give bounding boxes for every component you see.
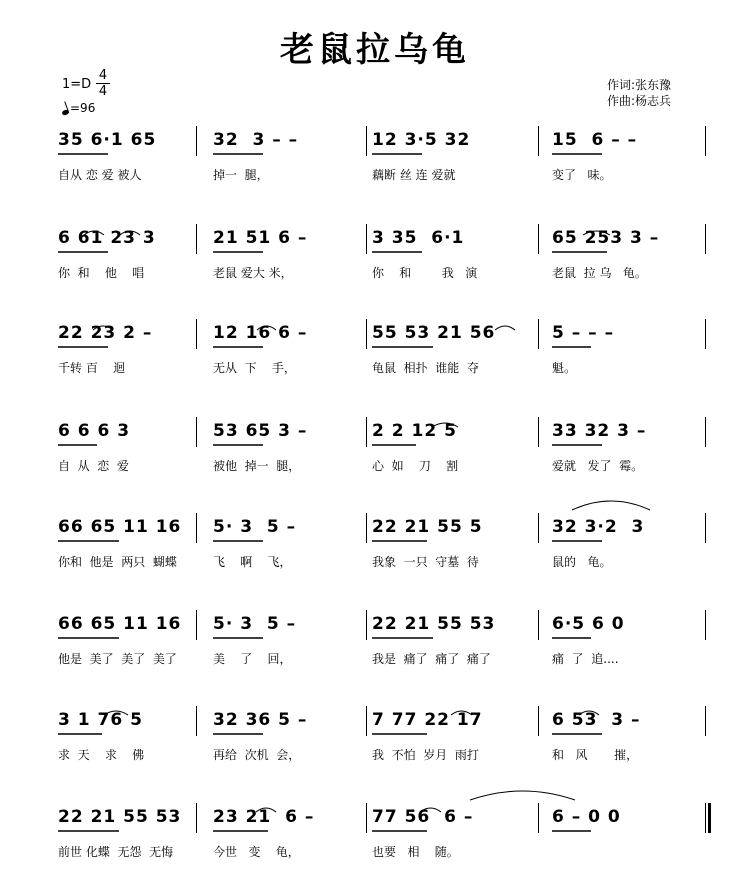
measure-notes: 12 3·5 32	[372, 130, 471, 150]
slur-arc	[120, 231, 140, 235]
measure-lyric: 藕断 丝 连 爱就	[372, 168, 456, 182]
measure-lyric: 痛 了 追....	[552, 652, 619, 666]
measure-lyric: 飞 啊 飞，	[213, 555, 292, 569]
measure-notes: 3 1 76 5	[58, 710, 143, 730]
measure-notes: 77 56 6 –	[372, 807, 474, 827]
measure-notes: 5· 3 5 –	[213, 517, 297, 537]
measure-lyric: 再给 次机 会，	[213, 748, 301, 762]
measure-notes: 5 – – –	[552, 323, 615, 343]
composer: 作曲:杨志兵	[607, 94, 672, 108]
measure-notes: 2 2 12 5	[372, 421, 457, 441]
measure-notes: 6 – 0 0	[552, 807, 621, 827]
measure-notes: 6 53 3 –	[552, 710, 641, 730]
slur-arc	[104, 711, 128, 715]
slur-arc	[572, 501, 650, 510]
slur-arc	[420, 808, 441, 812]
slur-arc	[93, 326, 113, 330]
measure-lyric: 和 风 摧，	[552, 748, 639, 762]
measure-notes: 6·5 6 0	[552, 614, 625, 634]
slur-arc	[470, 791, 575, 800]
measure-lyric: 我是 痛了 痛了 痛了	[372, 652, 491, 666]
slur-arc	[432, 423, 458, 427]
measure-notes: 32 3·2 3	[552, 517, 645, 537]
measure-lyric: 心 如 刀 割	[372, 459, 459, 473]
measure-lyric: 美 了 回，	[213, 652, 292, 666]
measure-notes: 32 36 5 –	[213, 710, 308, 730]
time-signature-bottom: 4	[98, 84, 108, 99]
measure-lyric: 千转 百 迴	[58, 361, 126, 375]
measure-notes: 22 21 55 53	[58, 807, 182, 827]
measure-lyric: 掉一 腿，	[213, 168, 269, 182]
slur-arc	[451, 711, 472, 715]
measure-notes: 7 77 22 17	[372, 710, 483, 730]
measure-notes: 23 21 6 –	[213, 807, 315, 827]
lyricist: 作词:张东豫	[607, 78, 672, 92]
measure-notes: 6 61 23 3	[58, 228, 156, 248]
measure-lyric: 老鼠 拉 乌 龟。	[552, 266, 647, 280]
measure-notes: 21 51 6 –	[213, 228, 308, 248]
measure-lyric: 龟鼠 相扑 谁能 夺	[372, 361, 479, 375]
measure-lyric: 你和 他是 两只 蝴蝶	[58, 555, 177, 569]
measure-lyric: 爱就 发了 霉。	[552, 459, 644, 473]
measure-notes: 22 21 55 5	[372, 517, 483, 537]
measure-notes: 53 65 3 –	[213, 421, 308, 441]
measure-lyric: 自 从 恋 爱	[58, 459, 129, 473]
measure-notes: 66 65 11 16	[58, 517, 182, 537]
measure-notes: 65 253 3 –	[552, 228, 660, 248]
measure-lyric: 你 和 他 唱	[58, 266, 145, 280]
song-title: 老鼠拉乌龟	[280, 30, 470, 70]
slur-arc	[256, 808, 276, 812]
measure-notes: 15 6 – –	[552, 130, 638, 150]
measure-lyric: 你 和 我 演	[372, 266, 478, 280]
measure-lyric: 我 不怕 岁月 雨打	[372, 748, 479, 762]
slur-arc	[583, 231, 610, 235]
key-signature: 1=D	[62, 77, 92, 92]
measure-lyric: 鼠的 龟。	[552, 555, 612, 569]
measure-lyric: 变了 味。	[552, 168, 612, 182]
measure-notes: 32 3 – –	[213, 130, 299, 150]
measure-lyric: 无从 下 手，	[213, 361, 296, 375]
slur-arc	[257, 326, 276, 330]
measure-notes: 66 65 11 16	[58, 614, 182, 634]
measure-lyric: 被他 掉一 腿，	[213, 459, 301, 473]
slur-arc	[84, 231, 104, 235]
measure-notes: 5· 3 5 –	[213, 614, 297, 634]
measure-lyric: 也要 相 随。	[372, 845, 459, 859]
measure-lyric: 今世 变 龟，	[213, 845, 300, 859]
measure-lyric: 我象 一只 守墓 待	[372, 555, 479, 569]
slur-arc	[579, 711, 599, 715]
measure-lyric: 魁。	[552, 361, 577, 375]
measure-notes: 12 16 6 –	[213, 323, 308, 343]
measure-notes: 33 32 3 –	[552, 421, 647, 441]
measure-lyric: 自从 恋 爱 被人	[58, 168, 142, 182]
measure-notes: 3 35 6·1	[372, 228, 465, 248]
time-signature-top: 4	[98, 68, 108, 83]
measure-lyric: 老鼠 爱大 米，	[213, 266, 293, 280]
tempo-value: =96	[70, 101, 96, 115]
measure-notes: 6 6 6 3	[58, 421, 131, 441]
measure-notes: 35 6·1 65	[58, 130, 157, 150]
slur-arc	[495, 326, 515, 330]
measure-notes: 55 53 21 56	[372, 323, 496, 343]
measure-notes: 22 23 2 –	[58, 323, 153, 343]
measure-lyric: 前世 化蝶 无怨 无悔	[58, 845, 174, 859]
measure-lyric: 他是 美了 美了 美了	[58, 652, 177, 666]
measure-notes: 22 21 55 53	[372, 614, 496, 634]
measure-lyric: 求 天 求 佛	[58, 748, 145, 762]
